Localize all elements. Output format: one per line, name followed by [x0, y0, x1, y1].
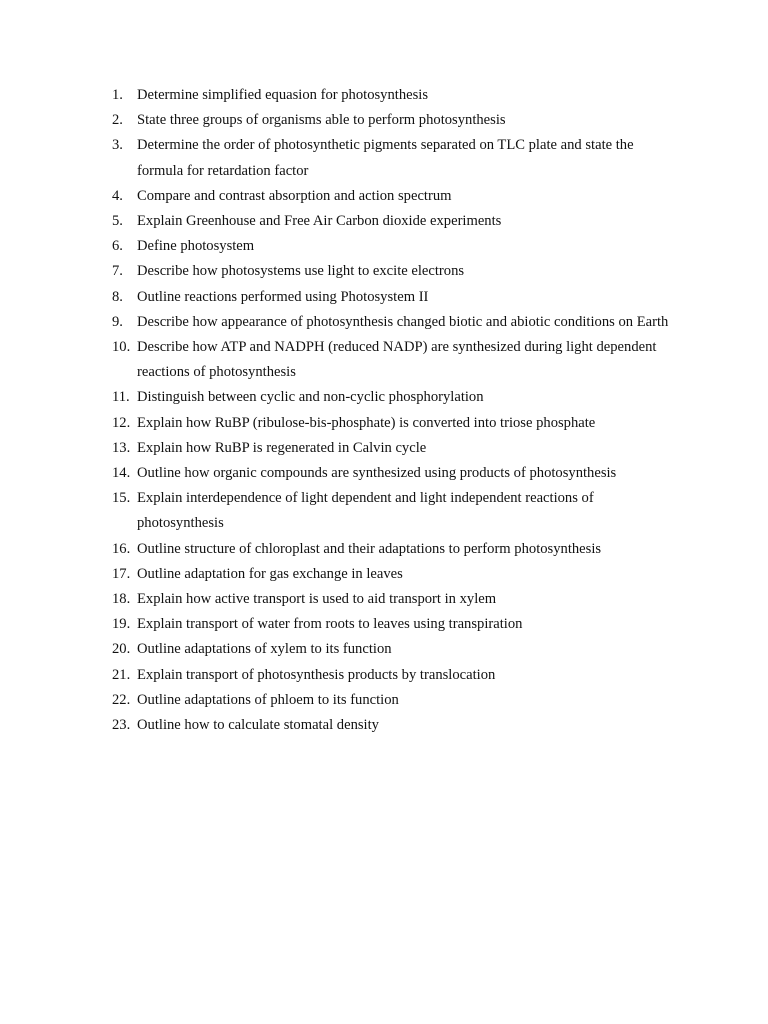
question-number: 2. — [112, 112, 123, 129]
question-item — [112, 612, 672, 637]
question-text: Explain how active transport is used to aid transport in xylem — [137, 591, 497, 608]
question-text: Explain how RuBP is regenerated in Calvin cycle — [137, 439, 427, 456]
question-number: 21. — [112, 666, 131, 683]
question-text: Outline adaptations of xylem to its function — [137, 641, 392, 658]
question-number: 7. — [112, 263, 123, 280]
question-item — [112, 385, 672, 410]
question-item — [112, 108, 672, 133]
question-item — [112, 663, 672, 688]
question-text: Describe how ATP and NADPH (reduced NADP) are synthesized during light dependent reactions of photosynthesis — [137, 339, 657, 381]
question-item — [112, 713, 672, 738]
question-text: Define photosystem — [137, 238, 255, 255]
question-list — [112, 83, 672, 738]
question-text: Distinguish between cyclic and non-cyclic phosphorylation — [137, 389, 484, 406]
question-item — [112, 436, 672, 461]
question-text: Explain interdependence of light dependent and light independent reactions of photosynthesis — [137, 490, 594, 532]
question-number: 13. — [112, 439, 131, 456]
question-item — [112, 461, 672, 486]
question-number: 19. — [112, 616, 131, 633]
question-text: Outline adaptations of phloem to its function — [137, 691, 399, 708]
question-item — [112, 259, 672, 284]
question-number: 10. — [112, 339, 131, 356]
question-item — [112, 234, 672, 259]
question-number: 4. — [112, 187, 123, 204]
question-number: 22. — [112, 691, 131, 708]
question-number: 3. — [112, 137, 123, 154]
question-item — [112, 184, 672, 209]
question-number: 9. — [112, 313, 123, 330]
question-text: Outline structure of chloroplast and their adaptations to perform photosynthesis — [137, 540, 602, 557]
question-item — [112, 562, 672, 587]
question-number: 5. — [112, 213, 123, 230]
question-number: 11. — [112, 389, 130, 406]
question-number: 12. — [112, 414, 131, 431]
question-item — [112, 537, 672, 562]
question-number: 14. — [112, 465, 131, 482]
question-number: 6. — [112, 238, 123, 255]
question-text: Explain transport of photosynthesis products by translocation — [137, 666, 496, 683]
question-number: 17. — [112, 565, 131, 582]
question-text: Outline how to calculate stomatal density — [137, 717, 379, 734]
question-text: Describe how photosystems use light to excite electrons — [137, 263, 465, 280]
question-number: 1. — [112, 87, 123, 103]
question-number: 16. — [112, 540, 131, 557]
question-text: Explain transport of water from roots to leaves using transpiration — [137, 616, 523, 633]
question-number: 18. — [112, 591, 131, 608]
question-text: Outline adaptation for gas exchange in leaves — [137, 565, 403, 582]
question-item — [112, 285, 672, 310]
question-item — [112, 486, 672, 536]
question-number: 8. — [112, 288, 123, 305]
question-item — [112, 637, 672, 662]
question-text: Explain how RuBP (ribulose-bis-phosphate) is converted into triose phosphate — [137, 414, 596, 431]
question-text: State three groups of organisms able to perform photosynthesis — [137, 112, 506, 129]
question-text: Compare and contrast absorption and action spectrum — [137, 187, 452, 204]
question-text: Describe how appearance of photosynthesis changed biotic and abiotic conditions on Earth — [137, 313, 669, 330]
question-item — [112, 310, 672, 335]
question-text: Outline how organic compounds are synthesized using products of photosynthesis — [137, 465, 617, 482]
question-item — [112, 688, 672, 713]
question-text: Explain Greenhouse and Free Air Carbon dioxide experiments — [137, 213, 502, 230]
question-number: 15. — [112, 490, 131, 507]
question-item — [112, 209, 672, 234]
question-item — [112, 411, 672, 436]
question-number: 20. — [112, 641, 131, 658]
question-text: Determine simplified equasion for photosynthesis — [137, 87, 429, 103]
question-text: Outline reactions performed using Photosystem II — [137, 288, 429, 305]
question-item — [112, 335, 672, 385]
question-item — [112, 83, 672, 108]
question-item — [112, 587, 672, 612]
question-text: Determine the order of photosynthetic pigments separated on TLC plate and state the formula for retardation factor — [137, 137, 634, 179]
question-number: 23. — [112, 717, 131, 734]
question-item — [112, 133, 672, 183]
